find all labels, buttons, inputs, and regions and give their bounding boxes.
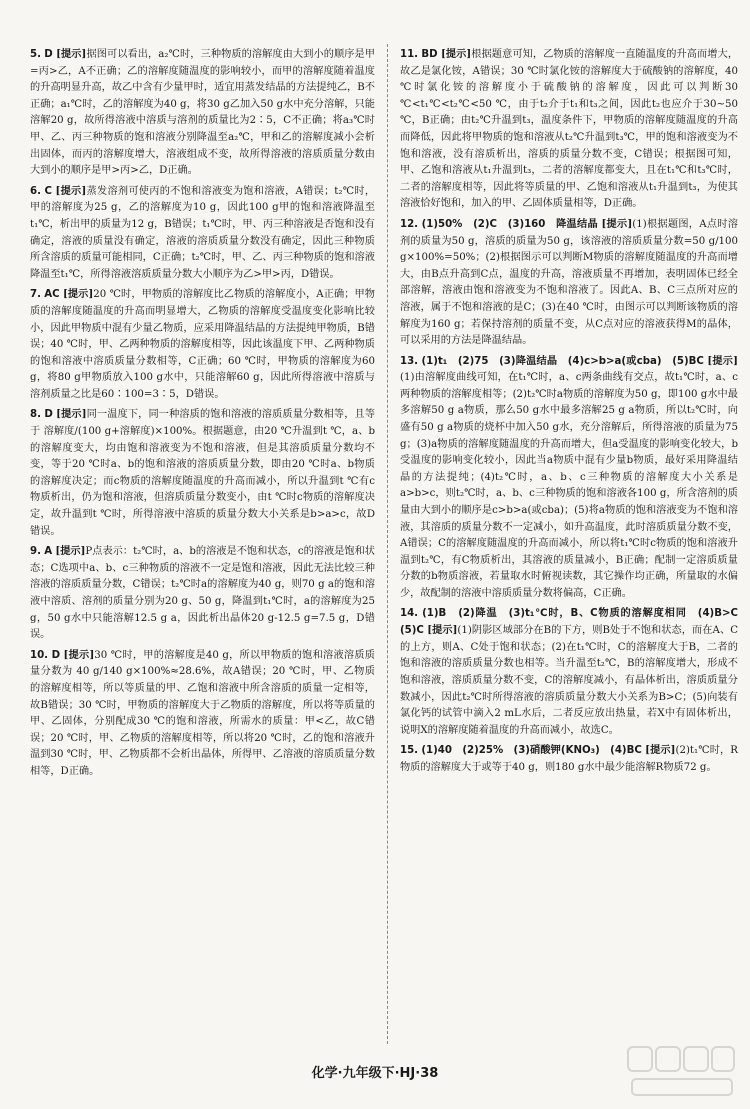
question-item — [30, 46, 375, 180]
explanation-text: (1)阴影区域部分在B的下方，则B处于不饱和状态，而在A、C的上方，则A、C处于饱和状态；(2)在t₁℃时，C的溶解度大于B，二者的饱和溶液的溶质质量分数也相等。当升温至t₂℃，B的溶解度增大，形成不饱和溶液，溶质质量分数不变，C的溶解度减小，有晶体析出，溶质质量分数减小，因此t₂℃时所得溶液的溶质质量分数大小关系为B>C；(5)向装有氯化钙的试管中滴入2 mL水后，二者反应放出热量，若X中有固体析出，说明X的溶解度随着温度的升高而减小，故选C。 — [400, 625, 739, 736]
question-number: 11. — [400, 49, 419, 60]
hint-label: [提示] — [601, 217, 633, 230]
explanation-text: P点表示：t₂℃时，a、b的溶液是不饱和状态，c的溶液是饱和状态；C选项中a、b、c三种物质的溶液不一定是饱和溶液，因此无法比较三种溶液的溶质质量分数，C错误；t₂℃时a的溶解度为40 g，则70 g a的饱和溶液中溶质、溶剂的质量分别为20 g、50 g，降温到t₁℃时，a的溶解度为25 g，50 g水中只能溶解12.5 g a，因此析出晶体20 g-12.5 g=7.5 g，D错误。 — [30, 546, 375, 641]
right-column — [400, 46, 749, 1046]
question-answer: D — [44, 409, 53, 421]
question-item — [30, 647, 375, 781]
watermark-logo-icon — [626, 1043, 736, 1101]
hint-label: [提示] — [56, 48, 87, 60]
explanation-text: 20 ℃时，甲物质的溶解度比乙物质的溶解度小，A正确；甲物质的溶解度随温度的升高而明显增大，乙物质的溶解度受温度变化影响比较小，因此甲物质中混有少量乙物质，应采用降温结晶的方法提纯甲物质，B错误；40 ℃时，甲、乙两种物质的溶解度相等，因此该温度下甲、乙两种物质的饱和溶液中溶质质量分数相等，C正确；60 ℃时，甲物质的溶解度为60 g，将80 g甲物质放入100 g水中，只能溶解60 g，因此所得溶液中溶质与溶剂质量之比是60∶100=3∶5，D错误。 — [30, 289, 375, 400]
question-item — [400, 353, 738, 603]
hint-label: [提示] — [707, 354, 738, 367]
footer-subject: 化学·九年级下·HJ· — [311, 1066, 421, 1081]
hint-label: [提示] — [645, 744, 676, 757]
question-item — [30, 183, 375, 284]
hint-label: [提示] — [63, 648, 95, 661]
page-number: 38 — [420, 1066, 439, 1081]
question-number: 7. — [30, 289, 41, 301]
hint-label: [提示] — [63, 288, 94, 301]
explanation-text: 同一温度下，同一种溶质的饱和溶液的溶质质量分数相等，且等于 溶解度/(100 g+溶解度)×100%。根据题意，由20 ℃升温到t ℃，a、b的溶解度变大，均由饱和溶液变为不饱和溶液，但是其溶质质量分数均不变，等于20 ℃时a、b的饱和溶液的溶质质量分数，即由20 ℃时a、b物质的溶解度决定；而c物质的溶解度随温度的升高而减小，所以升温到t ℃有c物质析出，仍为饱和溶液，但溶质质量分数变小，由t ℃时c物质的溶解度决定，故升温到t ℃时，所得溶液中溶质的质量分数大小关系是b>a>c，故D错误。 — [30, 409, 375, 537]
question-number: 9. — [30, 546, 41, 558]
question-item — [30, 406, 375, 540]
hint-label: [提示] — [55, 545, 86, 558]
question-item — [400, 46, 738, 213]
question-answer: C — [44, 185, 52, 197]
question-answer: (1)50% (2)C (3)160 降温结晶 — [421, 218, 598, 230]
question-number: 14. — [400, 607, 419, 619]
question-item — [30, 543, 375, 644]
question-answer: D — [51, 649, 61, 661]
left-column — [30, 46, 375, 1046]
hint-label: [提示] — [56, 408, 87, 421]
question-number: 8. — [30, 409, 41, 421]
question-answer: D — [44, 49, 53, 60]
hint-label: [提示] — [55, 184, 87, 197]
explanation-text: 据图可以看出，a₂℃时，三种物质的溶解度由大到小的顺序是甲=丙>乙，A不正确；乙的溶解度随温度的影响较小，而甲的溶解度随着温度的升高明显升高，故乙中含有少量甲时，适宜用蒸发结晶的方法提纯乙，B不正确；a₁℃时，乙的溶解度为40 g，将30 g乙加入50 g水中充分溶解，只能溶解20 g，故所得溶液中溶质与溶剂的质量比为2∶5，C不正确；将a₃℃时甲、乙、丙三种物质的饱和溶液分别降温至a₂℃，甲和乙的溶解度减小会析出固体，而丙的溶解度增大，溶液组成不变，故所得溶液的溶质质量分数由大到小的顺序是甲>丙>乙，D正确。 — [30, 49, 375, 177]
question-item — [400, 216, 738, 350]
explanation-text: (1)根据题图，A点时溶剂的质量为50 g，溶质的质量为50 g，该溶液的溶质质量分数=50 g/100 g×100%=50%；(2)根据图示可以判断M物质的溶解度随温度的升高而增大，由B点升高到C点，温度的升高，溶液质量不再增加，表明固体已经全部溶解，溶液由饱和溶液变为不饱和溶液了。因此A、B、C三点所对应的溶液，属于不饱和溶液的是C；(3)在40 ℃时，由图示可以判断该物质的溶解度为160 g；若保持溶剂的质量不变，从C点对应的溶液获得M的晶体，可以采用的方法是降温结晶。 — [400, 218, 738, 347]
question-answer: AC — [44, 289, 60, 301]
question-answer: (1)t₁ (2)75 (3)降温结晶 (4)c>b>a(或cba) (5)BC — [421, 355, 704, 367]
question-item — [400, 742, 738, 776]
explanation-text: (2)t₁℃时，R物质的溶解度大于或等于40 g，则180 g水中最少能溶解R物质72 g。 — [400, 745, 738, 773]
question-number: 6. — [30, 185, 41, 197]
explanation-text: 30 ℃时，甲的溶解度是40 g，所以甲物质的饱和溶液溶质质量分数为 40 g/140 g×100%≈28.6%，故A错误；20 ℃时，甲、乙物质的溶解度相等，所以等质量的甲、乙饱和溶液中所含溶质的质量一定相等，故B错误；30 ℃时，甲物质的溶解度大于乙物质的溶解度，所以将等质量的甲、乙固体，分别配成30 ℃的饱和溶液，所需水的质量：甲<乙，故C错误；20 ℃时，甲、乙物质的溶解度相等，所以将20 ℃时，乙的饱和溶液升温到30 ℃时，甲、乙物质都不会析出晶体，所得甲、乙溶液的溶质质量分数相等，D正确。 — [30, 649, 375, 777]
explanation-text: (1)由溶解度曲线可知，在t₁℃时，a、c两条曲线有交点，故t₁℃时，a、c两种物质的溶解度相等；(2)t₂℃时a物质的溶解度为50 g，即100 g水中最多溶解50 g a物质，那么50 g水中最多溶解25 g a物质，所以t₂℃时，向盛有50 g a物质的烧杯中加入50 g水，充分溶解后，所得溶液的质量为75 g；(3)a物质的溶解度随温度的升高而增大，但a受温度的影响变化较大，b受温度的影响变化较小，因此当a物质中混有少量b物质，最好采用降温结晶的方法提纯；(4)t₂℃时，a、b、c三种物质的溶解度大小关系是a>b>c，则t₂℃时，a、b、c三种物质的饱和溶液各100 g，所含溶剂的质量由大到小的顺序是c>b>a(或cba)；(5)将a物质的饱和溶液变为不饱和溶液，其溶质的质量分数不一定减小，如升高温度，此时溶质质量分数不变，A错误；C的溶解度随温度的升高而减小，所以将t₁℃时c物质的饱和溶液升温到t₂℃，有C物质析出，其溶液的质量减小，B正确；配制一定溶质质量分数的b物质溶液，若量取水时俯视读数，其它操作均正确，所量取的水偏少，故配制的溶液中溶质质量分数将偏高，C正确。 — [400, 372, 738, 599]
question-item — [400, 606, 749, 740]
question-answer: (1)40 (2)25% (3)硝酸钾(KNO₃) (4)BC — [421, 745, 642, 757]
question-number: 13. — [400, 355, 419, 367]
question-number: 15. — [400, 745, 419, 757]
question-number: 5. — [30, 49, 41, 60]
explanation-text: 根据题意可知，乙物质的溶解度一直随温度的升高而增大，故乙是氯化铵，A错误；30 ℃时氯化铵的溶解度大于硫酸钠的溶解度，40 ℃时氯化铵的溶解度小于硫酸钠的溶解度，因此可以判断30 ℃<t₁℃<t₂℃<50 ℃，由于t₂介于t₁和t₃之间，因此t₂也应介于30~50 ℃，B正确；由t₂℃升温到t₃，温度条件下，甲物质的溶解度随温度的升高而降低，因此将甲物质的饱和溶液从t₂℃升温到t₃℃，甲的饱和溶液变为不饱和溶液，没有溶质析出，溶质的质量分数不变，C错误；根据图可知，甲、乙饱和溶液从t₁升温到t₃，二者的溶解度都变大，且在t₁℃和t₃℃时，二者的溶解度相等，因此将等质量的甲、乙饱和溶液从t₁升温到t₃，为使其溶液恰好饱和，加入的甲、乙固体质量相等，D正确。 — [400, 49, 739, 210]
question-answer: A — [44, 546, 53, 558]
hint-label: [提示] — [440, 48, 472, 60]
question-answer: (1)B (2)降温 (3)t₁℃时，B、C物质的溶解度相同 (4)B>C (5)C — [400, 607, 749, 637]
question-number: 12. — [400, 218, 419, 230]
question-item — [30, 286, 375, 403]
column-divider — [387, 44, 388, 1044]
question-answer: BD — [421, 49, 438, 60]
explanation-text: 蒸发溶剂可使丙的不饱和溶液变为饱和溶液，A错误；t₂℃时，甲的溶解度为25 g，乙的溶解度为10 g，因此100 g甲的饱和溶液降温至t₁℃，析出甲的质量为12 g，B错误；t₁℃时，甲、丙三种溶液是否饱和没有确定，溶液的质量没有确定，溶液的溶质质量分数没有确定，因此三种物质所含溶质的质量可能相同，C正确；t₂℃时，甲、乙、丙三种物质的饱和溶液降温至t₁℃，所得溶液溶质质量分数大小顺序为乙>甲>丙，D错误。 — [30, 185, 376, 280]
question-number: 10. — [30, 649, 49, 661]
hint-label: [提示] — [427, 624, 458, 637]
